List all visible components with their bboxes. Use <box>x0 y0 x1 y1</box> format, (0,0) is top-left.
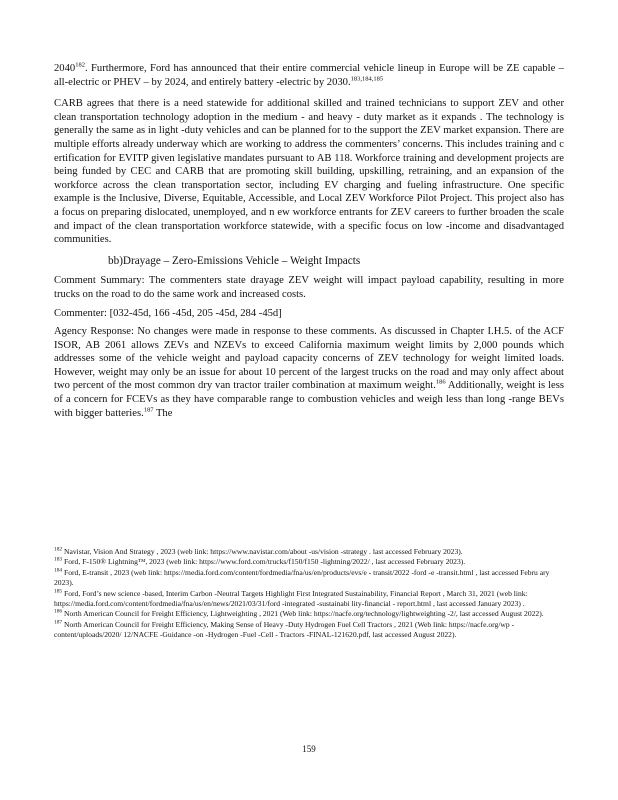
footnote <box>54 609 564 619</box>
footnote-ref-187[interactable]: 187 <box>143 406 154 414</box>
carb-paragraph: CARB agrees that there is a need statewide for additional skilled and trained technicians to support ZEV and other clean transportation technology adoption in the medium - and heavy - duty market as it expands . The technology is generally the same as in light -duty vehicles and can be planned for to the support the ZEV market expansion. There are multiple efforts already underway which are working to address the commenters’ concerns. This includes training and c ertification for EVITP given legislative mandates pursuant to AB 118. Workforce training and development projects are being funded by CEC and CARB that are promoting skill building, upskilling, retraining, and an expansion of the workforce across the clean transportation sector, including EV charging and fueling infrastructure. One specific example is the Inclusive, Diverse, Equitable, Accessible, and Local ZEV Workforce Pilot Project. This project also has a focus on preparing dislocated, unemployed, and n ew workforce entrants for ZEV careers to further broaden the scale and impact of the clean transportation workforce statewide, with a specific focus on low -income and disadvantaged communities. <box>54 98 564 246</box>
footnote <box>54 620 564 641</box>
footnotes <box>54 547 564 641</box>
footnote-number: 183 <box>54 556 63 563</box>
page-number: 159 <box>302 744 316 754</box>
intro-text-1: 2040 <box>54 63 76 74</box>
footnote-text: Ford, F-150® Lightning™, 2023 (web link: https://www.ford.com/trucks/f150/f150 -lightning/2022/ , last accessed February 2023). <box>62 557 466 567</box>
footnote-text: Navistar, Vision And Strategy , 2023 (web link: https://www.navistar.com/about -us/vision -strategy . last accessed February 2023). <box>62 547 463 556</box>
section-heading: bb)Drayage – Zero-Emissions Vehicle – Weight Impacts <box>108 254 361 267</box>
comment-summary: Comment Summary: The commenters state drayage ZEV weight will impact payload capability, resulting in more trucks on the road to do the same work and increased costs. <box>54 275 564 300</box>
footnote-number: 187 <box>54 619 63 626</box>
footnote <box>54 589 564 610</box>
footnote <box>54 547 564 557</box>
agency-response <box>54 325 564 420</box>
footnote-text: North American Council for Freight Efficiency, Lightweighting , 2021 (Web link: https://nacfe.org/technology/lightweighting -2/, last accessed August 2022). <box>62 609 544 619</box>
footnote-text: North American Council for Freight Efficiency, Making Sense of Heavy -Duty Hydrogen Fuel Cell Tractors , 2021 (Web link: https://nacfe.org/wp -content/uploads/2020/ 12/NACFE -Guidance -on -Hydrogen -Fuel -Cell - Tractors -FINAL-121620.pdf, last accessed August 2022). <box>54 619 515 640</box>
footnote-number: 182 <box>54 546 63 553</box>
agency-text-3: The <box>153 407 173 419</box>
footnote <box>54 568 564 589</box>
intro-paragraph <box>54 62 564 89</box>
footnote-text: Ford, E-transit , 2023 (web link: https://media.ford.com/content/fordmedia/fna/us/en/products/evs/e - transit/2022 -ford -e -transit.html , last accessed Febru ary 2023). <box>54 567 550 588</box>
footnote <box>54 557 564 567</box>
footnote-number: 185 <box>54 588 63 595</box>
agency-text-2: Additionally, weight is less of a concern for FCEVs as they have comparable range to combustion vehicles and weigh less than long -range BEVs with bigger batteries. <box>54 380 564 419</box>
footnote-number: 186 <box>54 608 63 615</box>
footnote-ref-186[interactable]: 186 <box>435 378 446 386</box>
footnote-text: Ford, Ford’s new science -based, Interim Carbon -Neutral Targets Highlight First Integrated Sustainability, Financial Report , March 31, 2021 (web link: https://media.ford.com/content/fordmedia/fna/us/en/news/2021/03/31/ford -integrated -sustainabi lity-financial - report.html , last accessed January 2023) . <box>54 588 528 609</box>
footnote-ref-182[interactable]: 182 <box>75 61 85 69</box>
intro-text-2: . Furthermore, Ford has announced that their entire commercial vehicle lineup in Europe will be ZE capable – all-electric or PHEV – by 2024, and entirely battery -electric by 2030. <box>54 63 564 88</box>
document-body <box>54 62 564 420</box>
footnote-number: 184 <box>54 567 63 574</box>
footnote-ref-183-185[interactable]: 183,184,185 <box>350 75 384 83</box>
agency-text-1: Agency Response: No changes were made in response to these comments. As discussed in Chapter I.H.5. of the ACF ISOR, AB 2061 allows ZEVs and NZEVs to exceed California maximum weight limits by 2,000 pounds which addresses some of the vehicle weight and payload capacity concerns of ZEV technology for weight limited loads. However, weight may only be an issue for about 10 percent of the largest trucks on the road and may only affect about two percent of the most common dry van tractor trailer combination at maximum weight. <box>54 326 564 392</box>
commenter-list: Commenter: [032-45d, 166 -45d, 205 -45d, 284 -45d] <box>54 307 282 319</box>
